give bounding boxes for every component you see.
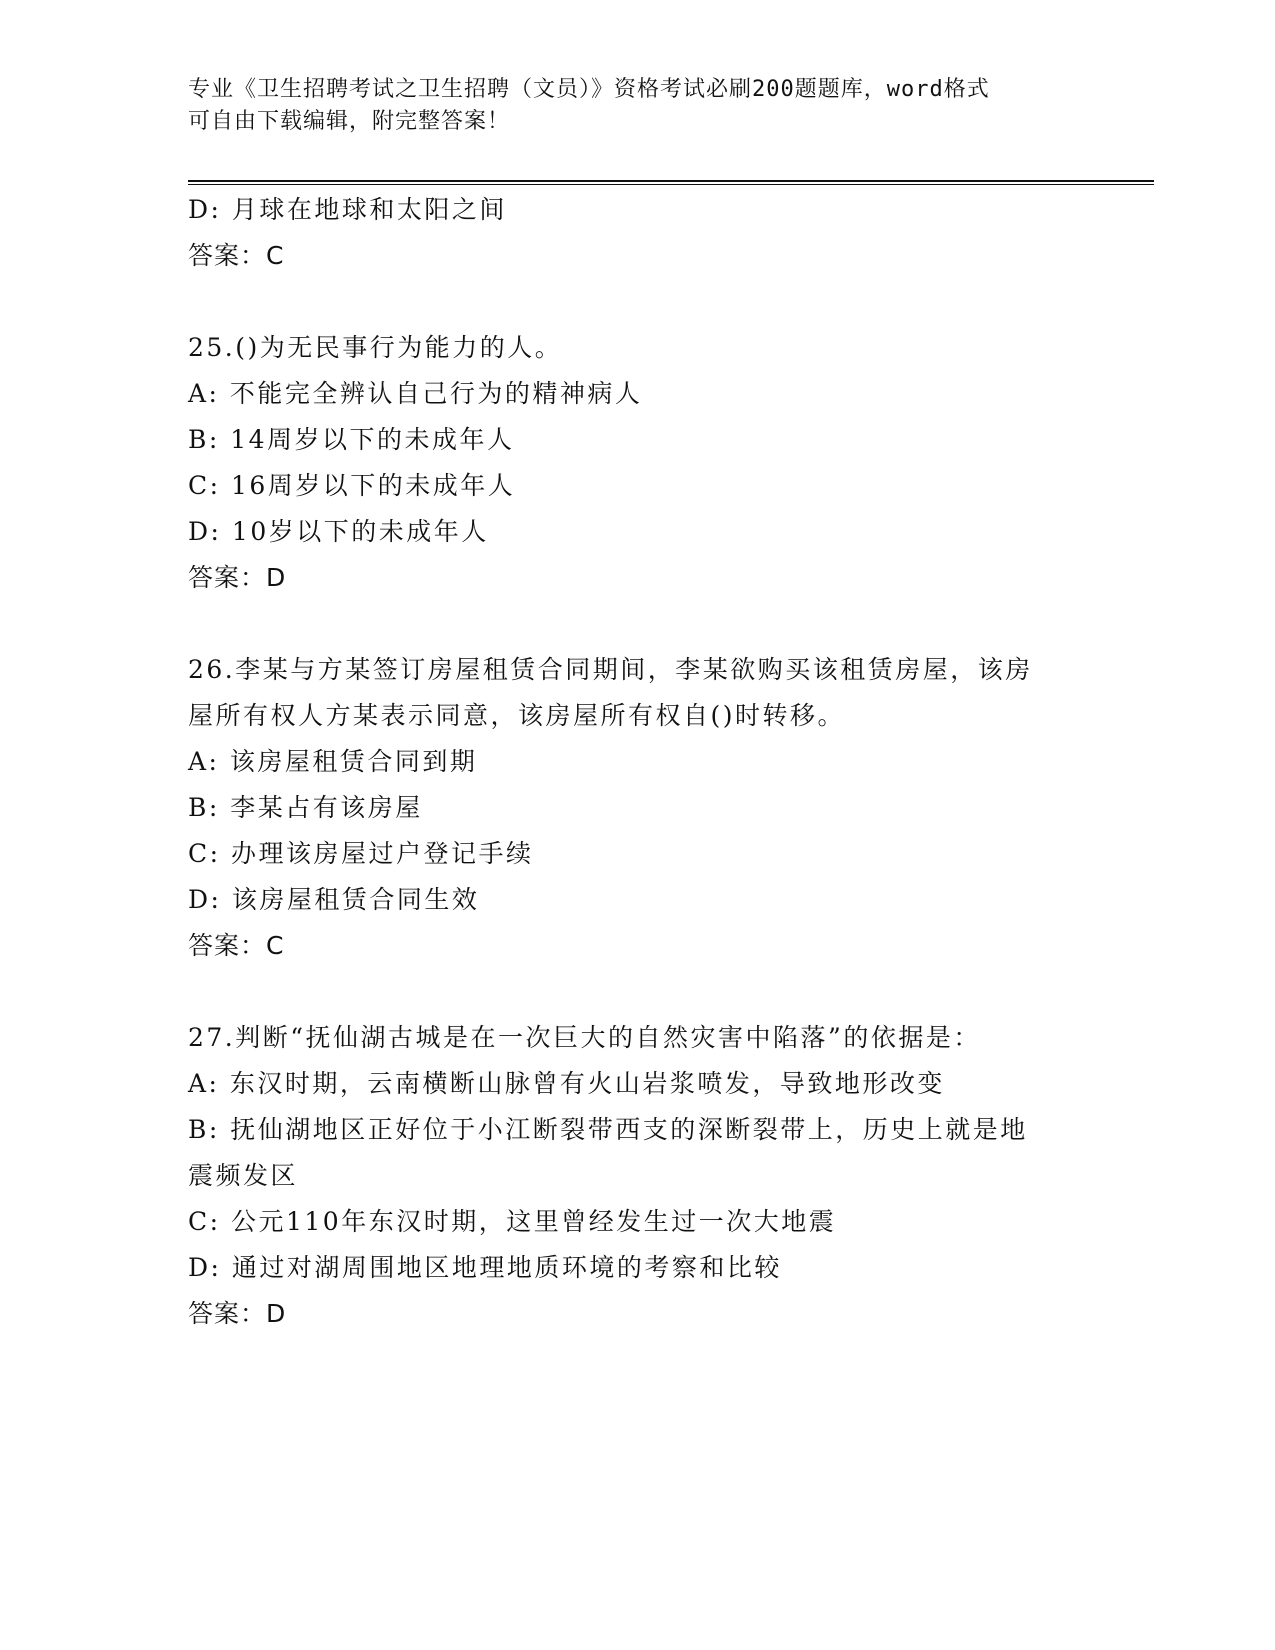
answer-line: 答案：C (188, 241, 285, 270)
question-stem-line-1: 26.李某与方某签订房屋租赁合同期间，李某欲购买该租赁房屋，该房 (188, 655, 1033, 684)
answer-line: 答案：D (188, 563, 287, 592)
answer-line: 答案：C (188, 931, 285, 960)
option-b: B: 14周岁以下的未成年人 (188, 425, 515, 454)
option-a: A: 东汉时期，云南横断山脉曾有火山岩浆喷发，导致地形改变 (188, 1069, 945, 1098)
option-a: A: 不能完全辨认自己行为的精神病人 (188, 379, 643, 408)
question-stem: 25.()为无民事行为能力的人。 (188, 333, 563, 362)
question-26 (188, 647, 1088, 969)
question-27 (188, 1015, 1088, 1337)
option-b: B: 抚仙湖地区正好位于小江断裂带西支的深断裂带上，历史上就是地 (188, 1115, 1028, 1144)
option-d: D: 10岁以下的未成年人 (188, 517, 489, 546)
document-body (188, 187, 1088, 1337)
option-c: C: 公元110年东汉时期，这里曾经发生过一次大地震 (188, 1207, 837, 1236)
previous-question-tail (188, 187, 1088, 279)
question-stem: 27.判断“抚仙湖古城是在一次巨大的自然灾害中陷落”的依据是： (188, 1023, 981, 1052)
option-d: D: 通过对湖周围地区地理地质环境的考察和比较 (188, 1253, 782, 1282)
header-title-line-2: 可自由下载编辑，附完整答案！ (188, 109, 511, 134)
header-divider (188, 180, 1154, 185)
option-a: A: 该房屋租赁合同到期 (188, 747, 478, 776)
header-title-line-1: 专业《卫生招聘考试之卫生招聘（文员）》资格考试必刷200题题库，word格式 (188, 77, 990, 102)
option-d: D: 该房屋租赁合同生效 (188, 885, 480, 914)
option-c: C: 办理该房屋过户登记手续 (188, 839, 534, 868)
answer-line: 答案：D (188, 1299, 287, 1328)
option-c: C: 16周岁以下的未成年人 (188, 471, 516, 500)
option-d: D: 月球在地球和太阳之间 (188, 195, 507, 224)
question-25 (188, 325, 1088, 601)
option-b-continued: 震频发区 (188, 1161, 299, 1190)
option-b: B: 李某占有该房屋 (188, 793, 423, 822)
question-stem-line-2: 屋所有权人方某表示同意，该房屋所有权自()时转移。 (188, 701, 846, 730)
document-header (188, 74, 1088, 138)
